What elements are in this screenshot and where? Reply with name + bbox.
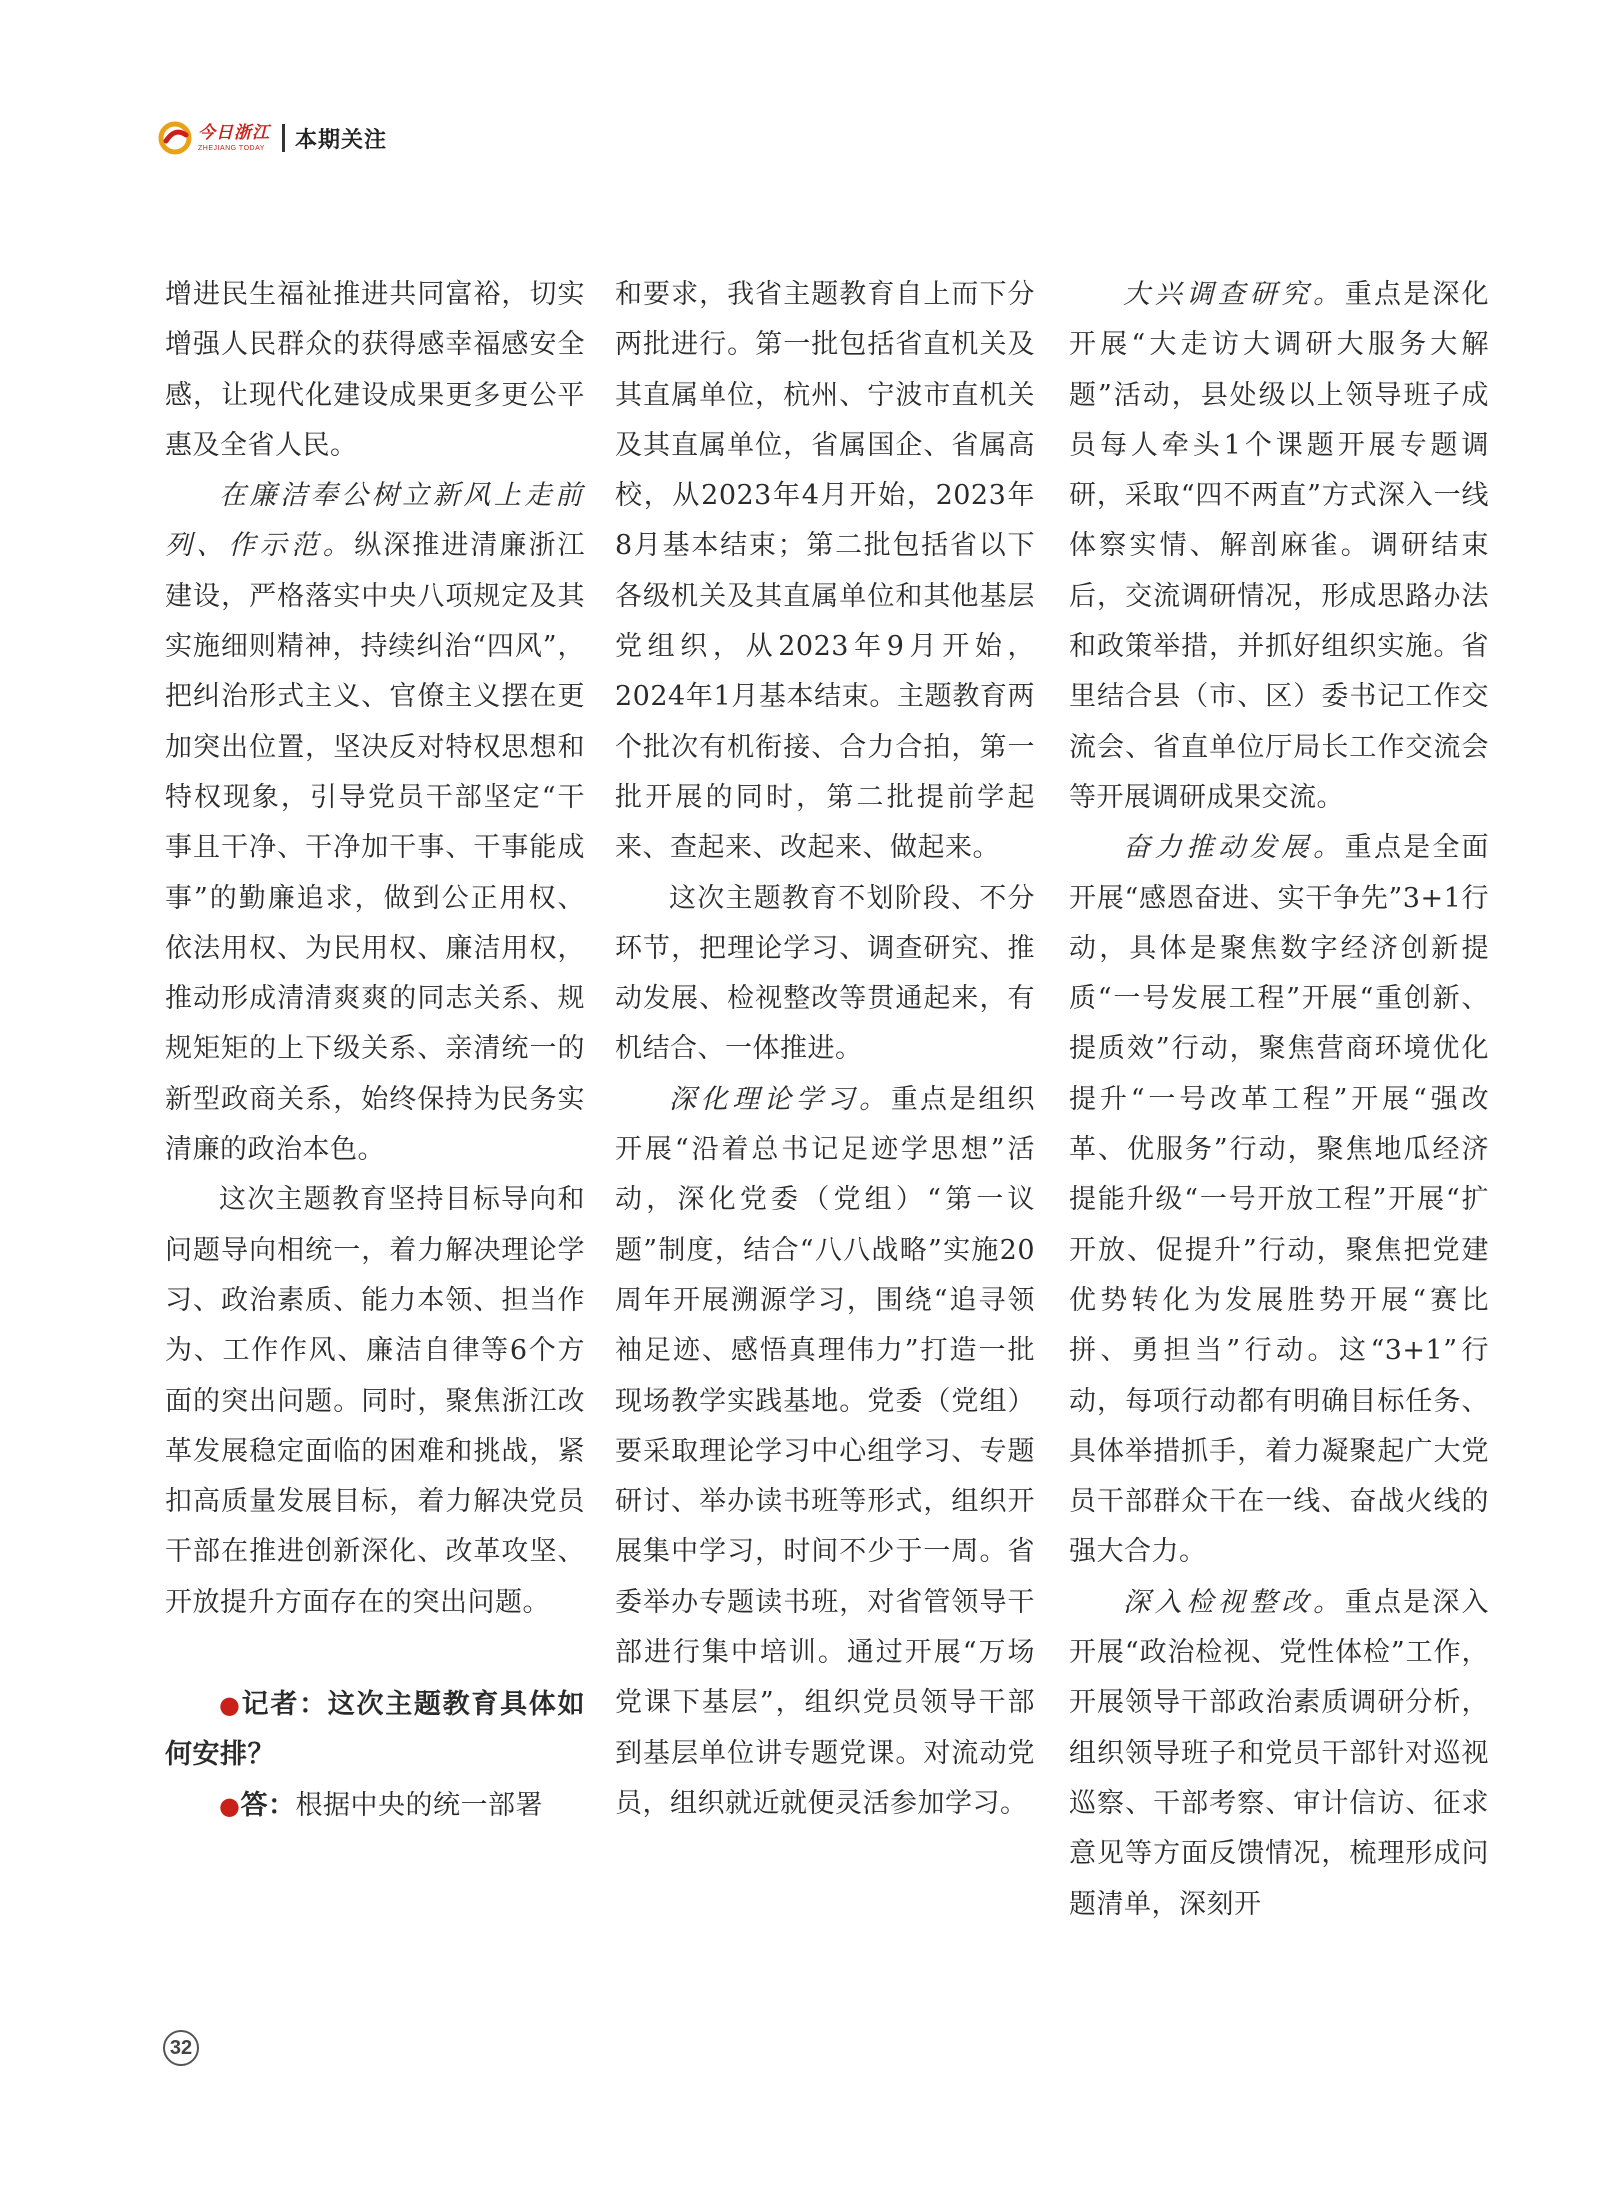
paragraph-body: 重点是组织开展“沿着总书记足迹学思想”活动，深化党委（党组）“第一议题”制度，结合“八八战略”实施20周年开展溯源学习，围绕“追寻领袖足迹、感悟真理伟力”打造一批现场教学实践基地。党委（党组）要采取理论学习中心组学习、专题研讨、举办读书班等形式，组织开展集中学习，时间不少于一周。省委举办专题读书班，对省管领导干部进行集中培训。通过开展“万场党课下基层”，组织党员领导干部到基层单位讲专题党课。对流动党员，组织就近就便灵活参加学习。 — [615, 1083, 1036, 1819]
paragraph — [1069, 823, 1489, 1577]
answer-text: 根据中央的统一部署 — [295, 1789, 543, 1821]
section-title: 本期关注 — [295, 127, 388, 153]
paragraph-body: 重点是深化开展“大走访大调研大服务大解题”活动，县处级以上领导班子成员每人牵头1个课题开展专题调研，采取“四不两直”方式深入一线体察实情、解剖麻雀。调研结束后，交流调研情况，形成思路办法和政策举措，并抓好组织实施。省里结合县（市、区）委书记工作交流会、省直单位厅局长工作交流会等开展调研成果交流。 — [1069, 279, 1490, 813]
question-label: 记者： — [241, 1689, 328, 1721]
paragraph — [165, 471, 585, 1175]
paragraph-lead: 在廉洁奉公树立新风上走前列、作示范。 — [165, 480, 585, 562]
paragraph-lead: 奋力推动发展。 — [1123, 832, 1345, 864]
interview-answer — [165, 1781, 585, 1831]
paragraph-body: 纵深推进清廉浙江建设，严格落实中央八项规定及其实施细则精神，持续纠治“四风”，把纠治形式主义、官僚主义摆在更加突出位置，坚决反对特权思想和特权现象，引导党员干部坚定“干事且干净、干净加干事、干事能成事”的勤廉追求，做到公正用权、依法用权、为民用权、廉洁用权，推动形成清清爽爽的同志关系、规规矩矩的上下级关系、亲清统一的新型政商关系，始终保持为民务实清廉的政治本色。 — [165, 530, 586, 1166]
page-number: 32 — [163, 2030, 199, 2066]
paragraph: 这次主题教育不划阶段、不分环节，把理论学习、调查研究、推动发展、检视整改等贯通起来，有机结合、一体推进。 — [615, 882, 1035, 1065]
page-header — [158, 118, 387, 158]
paragraph — [1069, 270, 1489, 823]
publication-logo — [158, 121, 270, 155]
paragraph-body: 重点是全面开展“感恩奋进、实干争先”3+1行动，具体是聚焦数字经济创新提质“一号发展工程”开展“重创新、提质效”行动，聚焦营商环境优化提升“一号改革工程”开展“强改革、优服务”行动，聚焦地瓜经济提能升级“一号开放工程”开展“扩开放、促提升”行动，聚焦把党建优势转化为发展胜势开展“赛比拼、勇担当”行动。这“3+1”行动，每项行动都有明确目标任务、具体举措抓手，着力凝聚起广大党员干部群众干在一线、奋战火线的强大合力。 — [1069, 832, 1490, 1568]
paragraph: 这次主题教育坚持目标导向和问题导向相统一，着力解决理论学习、政治素质、能力本领、担当作为、工作作风、廉洁自律等6个方面的突出问题。同时，聚焦浙江改革发展稳定面临的困难和挑战，紧扣高质量发展目标，着力解决党员干部在推进创新深化、改革攻坚、开放提升方面存在的突出问题。 — [165, 1184, 585, 1618]
header-divider — [282, 124, 285, 152]
logo-english-text: ZHEJIANG TODAY — [198, 144, 265, 152]
text-column-3 — [1069, 270, 1489, 1930]
text-column-1 — [165, 270, 585, 1831]
paragraph — [615, 1075, 1035, 1829]
paragraph: 增进民生福祉推进共同富裕，切实增强人民群众的获得感幸福感安全感，让现代化建设成果更多更公平惠及全省人民。 — [165, 279, 585, 461]
text-column-2 — [615, 270, 1035, 1829]
paragraph — [1069, 1578, 1489, 1930]
bullet-dot-icon: ● — [219, 1791, 241, 1820]
paragraph-lead: 深入检视整改。 — [1123, 1586, 1345, 1618]
paragraph-lead: 大兴调查研究。 — [1123, 279, 1345, 310]
interview-question — [165, 1680, 585, 1781]
answer-label: 答： — [240, 1789, 296, 1821]
paragraph: 和要求，我省主题教育自上而下分两批进行。第一批包括省直机关及其直属单位，杭州、宁波市直机关及其直属单位，省属国企、省属高校，从2023年4月开始，2023年8月基本结束；第二批包括省以下各级机关及其直属单位和其他基层党组织，从2023年9月开始，2024年1月基本结束。主题教育两个批次有机衔接、合力合拍，第一批开展的同时，第二批提前学起来、查起来、改起来、做起来。 — [615, 279, 1035, 864]
logo-chinese-text: 今日浙江 — [198, 122, 270, 143]
paragraph-body: 重点是深入开展“政治检视、党性体检”工作，开展领导干部政治素质调研分析，组织领导班子和党员干部针对巡视巡察、干部考察、审计信访、征求意见等方面反馈情况，梳理形成问题清单，深刻开 — [1069, 1586, 1490, 1920]
logo-swirl-icon — [158, 121, 192, 155]
paragraph-lead: 深化理论学习。 — [669, 1083, 891, 1115]
bullet-dot-icon: ● — [219, 1691, 242, 1720]
question-text: 这次主题教育具体如何安排？ — [165, 1689, 585, 1771]
